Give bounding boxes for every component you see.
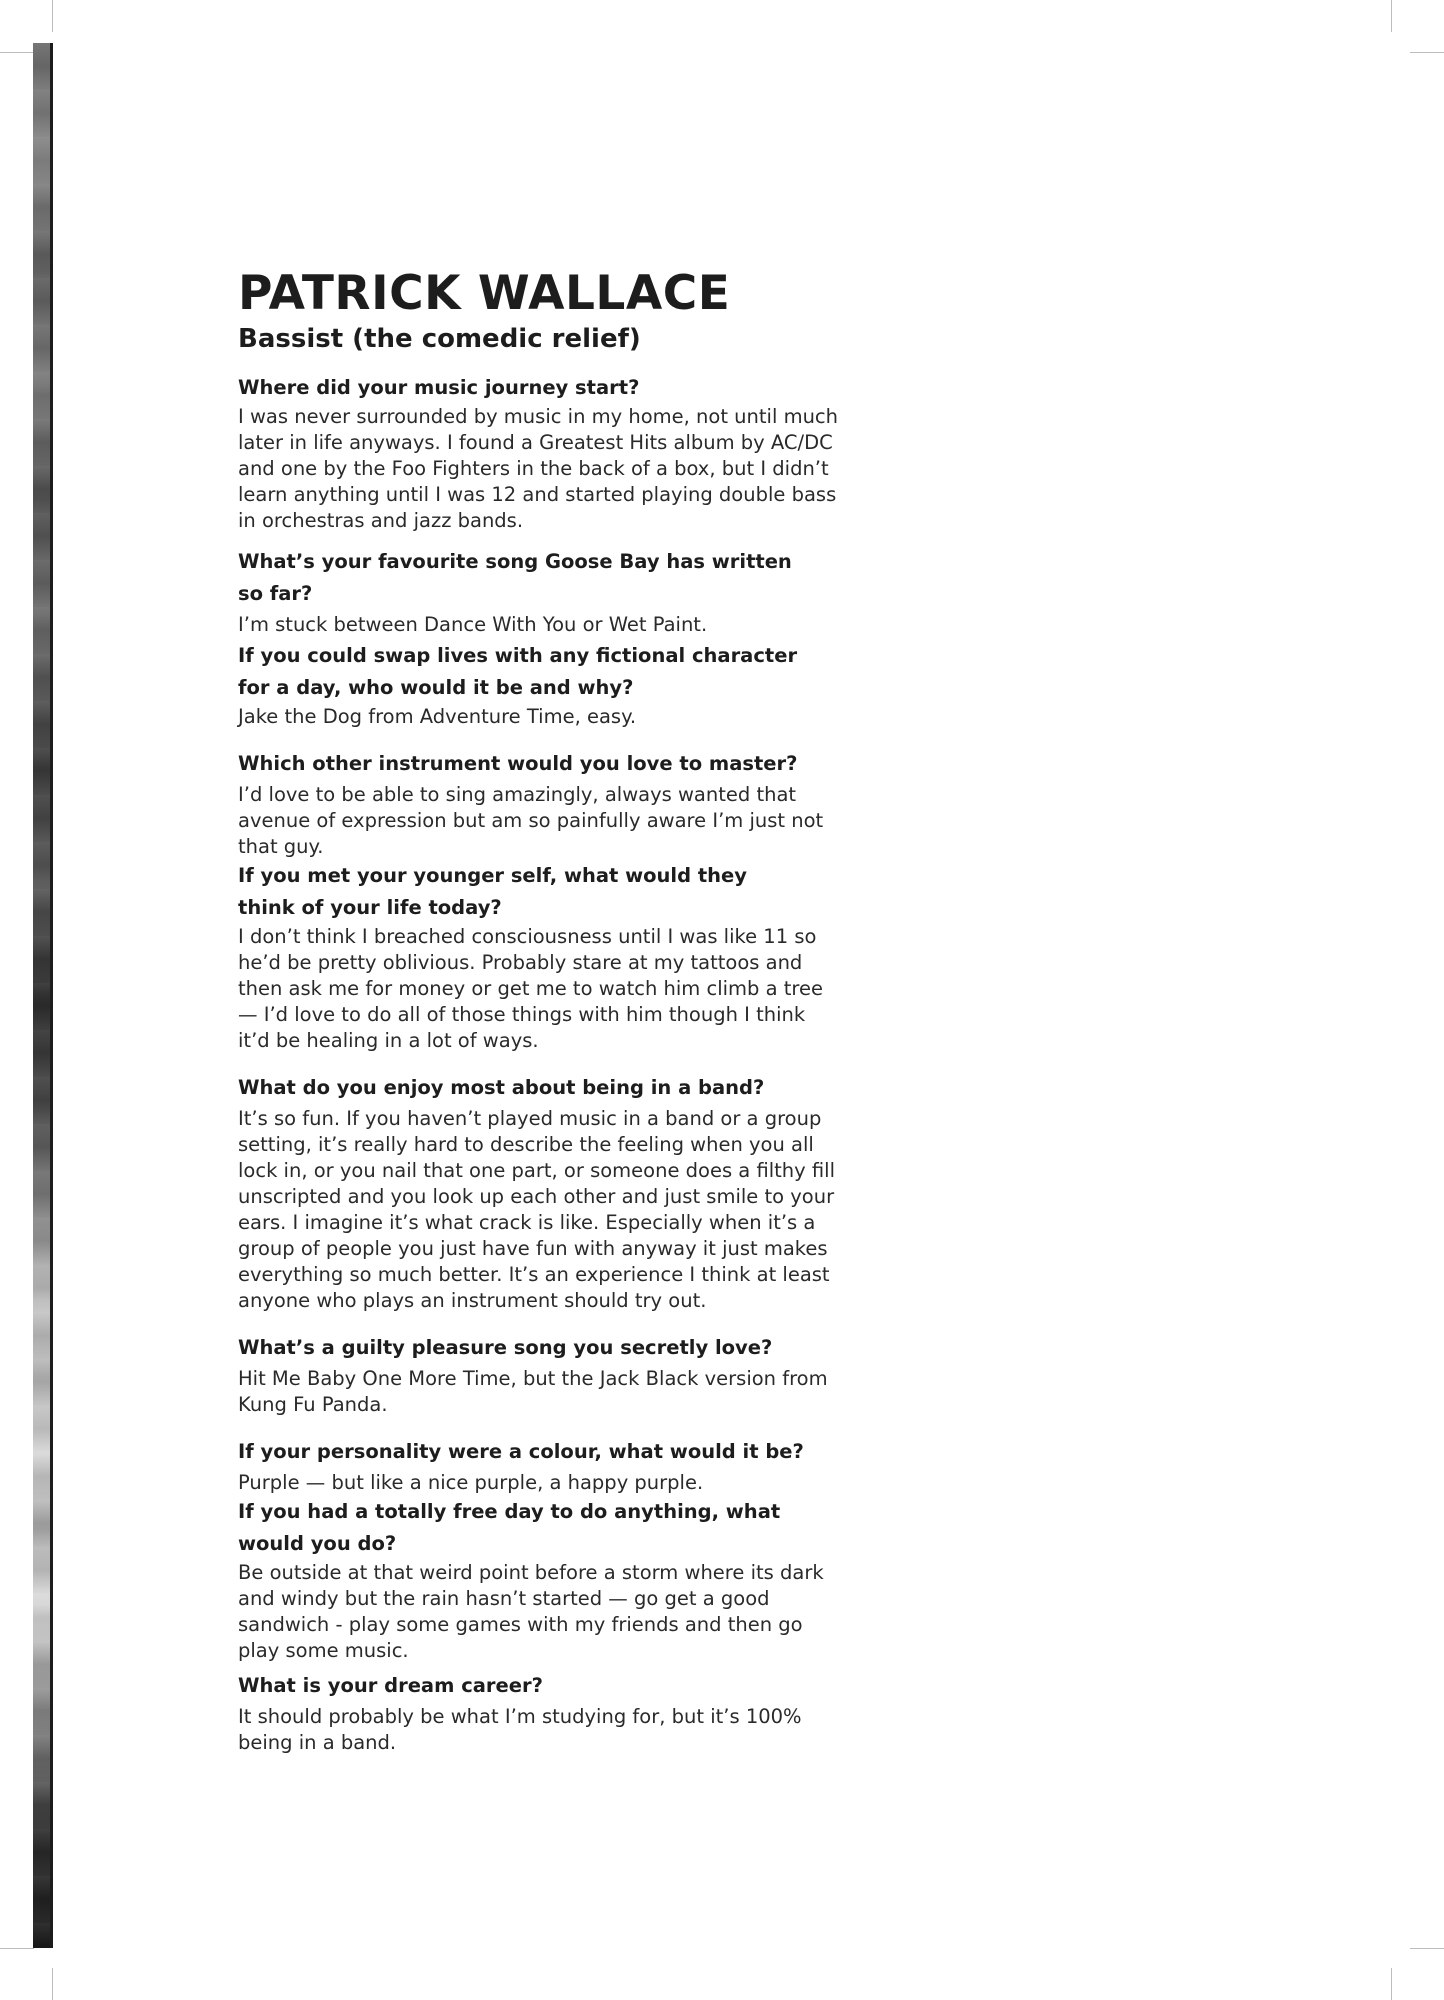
qa-item bbox=[238, 860, 838, 1054]
question: Where did your music journey start? bbox=[238, 376, 640, 399]
answer: Purple — but like a nice purple, a happy purple. bbox=[238, 1471, 704, 1494]
crop-mark-top-left bbox=[52, 0, 53, 32]
answer: I was never surrounded by music in my home, not until much later in life anyways. I found a Greatest Hits album by AC/DC and one by the Foo Fighters in the back of a box, but I didn’t learn anything until I was 12 and started playing double bass in orchestras and jazz bands. bbox=[238, 405, 839, 532]
answer: I’d love to be able to sing amazingly, always wanted that avenue of expression but am so painfully aware I’m just not that guy. bbox=[238, 783, 824, 858]
crop-mark-bottom-right-h bbox=[1410, 1948, 1444, 1949]
question: If you had a totally free day to do anything, what would you do? bbox=[238, 1500, 781, 1555]
crop-mark-top-left-h bbox=[0, 52, 34, 53]
answer: Be outside at that weird point before a storm where its dark and windy but the rain hasn’t started — go get a good sandwich - play some games with my friends and then go play some music. bbox=[238, 1561, 824, 1662]
crop-mark-bottom-left bbox=[52, 1968, 53, 2000]
qa-item bbox=[238, 1072, 838, 1314]
question: If you met your younger self, what would they think of your life today? bbox=[238, 864, 747, 919]
crop-mark-top-right bbox=[1391, 0, 1392, 32]
qa-item bbox=[238, 1436, 838, 1496]
crop-mark-top-right-h bbox=[1410, 52, 1444, 53]
question: What do you enjoy most about being in a band? bbox=[238, 1076, 765, 1099]
person-role: Bassist (the comedic relief) bbox=[238, 324, 641, 354]
question: What’s a guilty pleasure song you secretly love? bbox=[238, 1336, 773, 1359]
person-name: PATRICK WALLACE bbox=[238, 266, 731, 321]
qa-item bbox=[238, 1332, 838, 1418]
crop-mark-bottom-right bbox=[1391, 1968, 1392, 2000]
question: If your personality were a colour, what would it be? bbox=[238, 1440, 804, 1463]
qa-item bbox=[238, 640, 838, 730]
question: If you could swap lives with any fictional character for a day, who would it be and why? bbox=[238, 644, 798, 699]
photo-strip-edge bbox=[50, 43, 53, 1948]
qa-item bbox=[238, 372, 838, 534]
answer: It should probably be what I’m studying for, but it’s 100% being in a band. bbox=[238, 1705, 802, 1754]
question: Which other instrument would you love to master? bbox=[238, 752, 798, 775]
answer: Jake the Dog from Adventure Time, easy. bbox=[238, 705, 637, 728]
answer: I’m stuck between Dance With You or Wet Paint. bbox=[238, 613, 708, 636]
qa-item bbox=[238, 1670, 838, 1756]
question: What is your dream career? bbox=[238, 1674, 543, 1697]
interview-content bbox=[238, 266, 838, 1756]
answer: I don’t think I breached consciousness until I was like 11 so he’d be pretty oblivious. Probably stare at my tattoos and then ask me for money or get me to watch him climb a tree — I’d love to do all of those things with him though I think it’d be healing in a lot of ways. bbox=[238, 925, 824, 1052]
crop-mark-bottom-left-h bbox=[0, 1948, 34, 1949]
qa-item bbox=[238, 748, 838, 860]
answer: It’s so fun. If you haven’t played music in a band or a group setting, it’s really hard to describe the feeling when you all lock in, or you nail that one part, or someone does a filthy fill unscripted and you look up each other and just smile to your ears. I imagine it’s what crack is like. Especially when it’s a group of people you just have fun with anyway it just makes everything so much better. It’s an experience I think at least anyone who plays an instrument should try out. bbox=[238, 1107, 836, 1312]
qa-item bbox=[238, 1496, 838, 1664]
question: What’s your favourite song Goose Bay has written so far? bbox=[238, 550, 792, 605]
answer: Hit Me Baby One More Time, but the Jack Black version from Kung Fu Panda. bbox=[238, 1367, 828, 1416]
qa-item bbox=[238, 546, 838, 638]
